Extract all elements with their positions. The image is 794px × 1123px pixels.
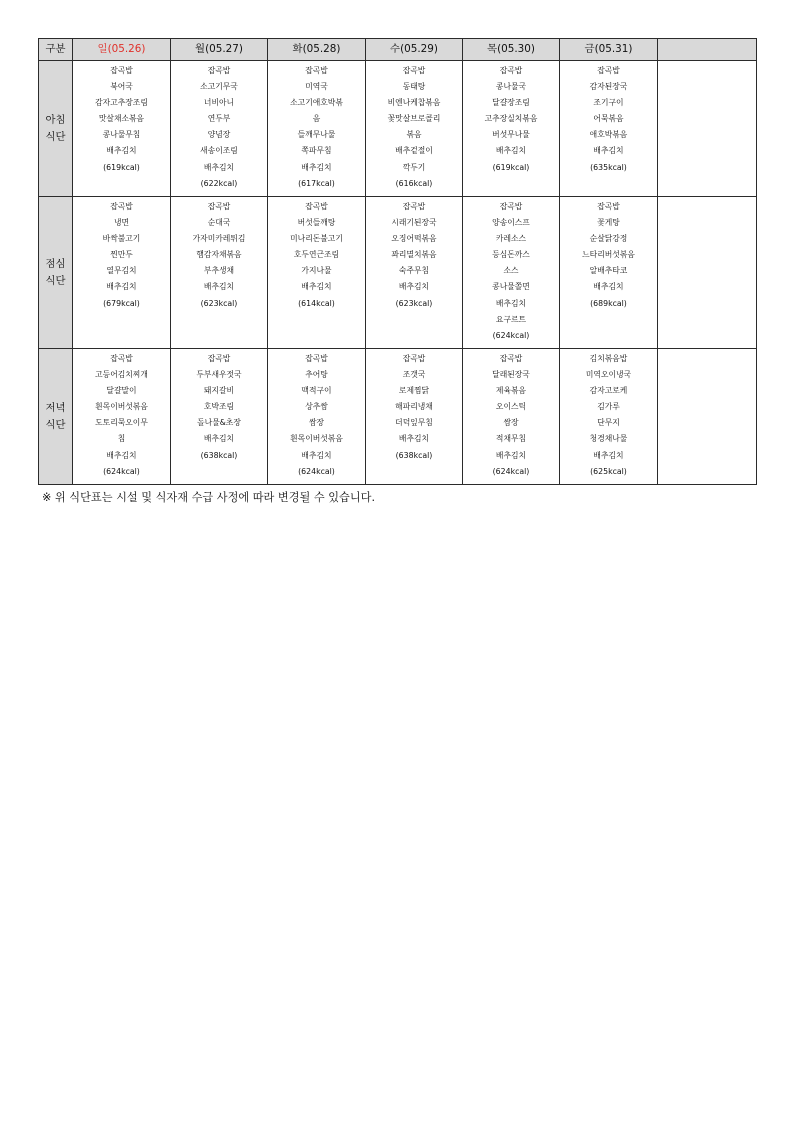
menu-item: 고등어김치찌개: [95, 370, 148, 380]
menu-item: 잡곡밥: [207, 202, 231, 211]
menu-item: 잡곡밥: [499, 202, 523, 211]
menu-cell-breakfast-tue: [268, 61, 366, 197]
menu-item: 열무김치: [106, 266, 137, 276]
menu-item: 콩나물국: [495, 82, 527, 92]
menu-item: 순대국: [207, 218, 231, 228]
menu-cell-dinner-wed: [366, 349, 463, 485]
meal-row-breakfast: [39, 61, 757, 197]
menu-item: 흰목이버섯볶음: [95, 402, 148, 412]
menu-item: 북어국: [110, 82, 133, 92]
menu-item: 양송이스프: [492, 218, 530, 228]
meal-label-text: 식단: [45, 130, 66, 143]
menu-item: 미나리돈불고기: [290, 234, 343, 244]
menu-item: 냉면: [113, 218, 130, 228]
menu-item: (624kcal): [103, 466, 140, 476]
menu-item: 배추김치: [203, 282, 235, 292]
menu-item: 배추김치: [398, 434, 430, 444]
menu-item: 배추김치: [301, 450, 332, 460]
menu-item: 볶음: [406, 130, 422, 140]
menu-cell-lunch-tue: [268, 197, 366, 349]
menu-item: 배추김치: [398, 282, 430, 292]
menu-cell-dinner-fri: [560, 349, 658, 485]
menu-cell-dinner-mon: [171, 349, 268, 485]
menu-item: 맛살채소볶음: [98, 114, 145, 124]
menu-item: 배추겉절이: [395, 146, 433, 156]
menu-item: 상추쌈: [305, 402, 328, 412]
menu-item: 오이스틱: [495, 402, 527, 412]
menu-cell-breakfast-wed: [366, 61, 463, 197]
menu-item: 달걀장조림: [492, 98, 530, 108]
menu-item: 애호박볶음: [589, 130, 628, 140]
menu-item: (624kcal): [492, 466, 530, 476]
menu-item: 비엔나케찹볶음: [387, 98, 441, 108]
meal-row-lunch: [39, 197, 757, 349]
day-header-wed: 수(05.29): [366, 39, 463, 61]
menu-item: 호박조림: [203, 402, 235, 412]
menu-item: 배추김치: [301, 282, 332, 292]
menu-item: 잡곡밥: [597, 66, 620, 75]
menu-item: 적채무침: [495, 434, 527, 444]
menu-item: (624kcal): [298, 466, 335, 476]
menu-item: 쌈장: [503, 418, 519, 428]
menu-item: 숙주무침: [398, 266, 430, 276]
day-header-mon: 월(05.27): [171, 39, 268, 61]
day-header-blank: [658, 39, 757, 61]
menu-item: 달래된장국: [492, 370, 530, 380]
menu-item: (635kcal): [590, 162, 627, 172]
menu-item: (689kcal): [590, 298, 627, 308]
menu-item: 고추장실치볶음: [484, 114, 538, 124]
day-header-sun: 일(05.26): [73, 39, 171, 61]
meal-label-breakfast: [39, 61, 73, 197]
menu-cell-breakfast-thu: [463, 61, 560, 197]
menu-item: (619kcal): [103, 162, 140, 172]
menu-item: 너비아니: [203, 98, 235, 108]
meal-label-lunch: [39, 197, 73, 349]
menu-item: 동태탕: [402, 82, 426, 92]
menu-item: 추어탕: [305, 370, 328, 380]
menu-item: 요구르트: [495, 314, 527, 324]
menu-item: 잡곡밥: [110, 66, 133, 75]
menu-cell-lunch-thu: [463, 197, 560, 349]
menu-item: 부추생채: [203, 266, 235, 276]
menu-item: 꽃맛살브로콜리: [387, 114, 441, 124]
menu-item: 조기구이: [593, 98, 624, 108]
menu-cell-breakfast-fri: [560, 61, 658, 197]
menu-item: 쪽파무침: [301, 146, 332, 156]
menu-item: 잡곡밥: [402, 202, 426, 211]
menu-item: 가지나물: [301, 266, 332, 276]
menu-item: 잡곡밥: [402, 354, 426, 363]
menu-item: 콩나물무침: [102, 130, 141, 140]
menu-item: 감자고추장조림: [95, 98, 148, 108]
menu-item: 미역오이냉국: [585, 370, 632, 380]
menu-item: 청경채나물: [589, 434, 628, 444]
menu-item: 배추김치: [106, 146, 137, 156]
menu-item: 배추김치: [593, 146, 624, 156]
menu-item: 김가루: [597, 402, 620, 412]
menu-item: 바싹불고기: [102, 234, 141, 244]
menu-item: 더덕잎무침: [395, 418, 433, 428]
menu-item: 찐만두: [110, 250, 133, 260]
menu-item: 흰목이버섯볶음: [290, 434, 343, 444]
menu-item: 조갯국: [402, 370, 426, 380]
menu-item: 카레소스: [495, 234, 527, 244]
menu-item: (624kcal): [492, 330, 530, 340]
menu-cell-dinner-thu: [463, 349, 560, 485]
menu-item: 소고기애호박볶: [290, 98, 343, 108]
menu-item: (622kcal): [200, 178, 238, 188]
header-row: [39, 39, 757, 61]
menu-item: 해파리냉채: [395, 402, 433, 412]
menu-item: 감자고로케: [589, 386, 628, 396]
menu-item: (638kcal): [395, 450, 433, 460]
meal-row-dinner: [39, 349, 757, 485]
menu-item: 두부새우젓국: [196, 370, 242, 380]
menu-cell-lunch-sun: [73, 197, 171, 349]
day-header-tue: 화(05.28): [268, 39, 366, 61]
menu-item: 등심돈까스: [492, 250, 530, 260]
menu-item: 쌈장: [308, 418, 325, 428]
menu-item: (679kcal): [103, 298, 140, 308]
menu-item: 깍두기: [402, 162, 426, 172]
menu-item: 미역국: [305, 82, 328, 92]
menu-item: 오징어떡볶음: [391, 234, 437, 244]
menu-item: 감자된장국: [589, 82, 628, 92]
menu-item: 버섯들깨탕: [297, 218, 336, 228]
menu-item: 잡곡밥: [305, 354, 328, 363]
menu-cell-breakfast-sun: [73, 61, 171, 197]
menu-item: 음: [312, 114, 321, 124]
menu-item: 잡곡밥: [305, 66, 328, 75]
meal-label-text: 식단: [45, 274, 66, 287]
menu-item: 양념장: [207, 130, 231, 140]
meal-label-dinner: [39, 349, 73, 485]
menu-item: 배추김치: [301, 162, 332, 172]
menu-item: 잡곡밥: [207, 66, 231, 75]
menu-item: 호두연근조림: [293, 250, 340, 260]
menu-item: (623kcal): [395, 298, 433, 308]
menu-item: 단무지: [597, 418, 620, 428]
menu-item: 소고기무국: [200, 82, 238, 92]
menu-item: 김치볶음밥: [589, 354, 628, 363]
menu-item: 배추김치: [495, 298, 527, 308]
menu-item: 들깨무나물: [297, 130, 336, 140]
menu-cell-lunch-blank: [658, 197, 757, 349]
menu-item: 소스: [503, 266, 519, 276]
menu-item: 햄감자채볶음: [196, 250, 242, 260]
menu-item: 맥적구이: [301, 386, 332, 396]
menu-item: 제육볶음: [495, 386, 527, 396]
menu-cell-dinner-tue: [268, 349, 366, 485]
menu-item: 잡곡밥: [499, 66, 523, 75]
menu-item: (638kcal): [200, 450, 238, 460]
menu-item: 잡곡밥: [110, 354, 133, 363]
menu-item: 느타리버섯볶음: [582, 250, 635, 260]
menu-item: (619kcal): [492, 162, 530, 172]
menu-item: 잡곡밥: [597, 202, 620, 211]
menu-item: 잡곡밥: [402, 66, 426, 75]
menu-item: 달걀말이: [106, 386, 137, 396]
day-header-fri: 금(05.31): [560, 39, 658, 61]
menu-item: 가자미카레튀김: [192, 234, 246, 244]
menu-item: (625kcal): [590, 466, 627, 476]
menu-item: 꽈리멸치볶음: [391, 250, 437, 260]
menu-cell-breakfast-mon: [171, 61, 268, 197]
menu-item: (623kcal): [200, 298, 238, 308]
menu-item: 어묵볶음: [593, 114, 624, 124]
menu-item: 배추김치: [593, 450, 624, 460]
menu-item: 버섯무나물: [492, 130, 530, 140]
menu-item: 연두부: [207, 114, 231, 124]
menu-item: (616kcal): [395, 178, 433, 188]
menu-item: 잡곡밥: [110, 202, 133, 211]
menu-item: 잡곡밥: [305, 202, 328, 211]
menu-item: 배추김치: [106, 450, 137, 460]
menu-cell-dinner-blank: [658, 349, 757, 485]
menu-item: 돌나물&초장: [197, 418, 241, 428]
menu-cell-lunch-mon: [171, 197, 268, 349]
meal-label-text: 아침: [45, 114, 66, 127]
footnote: ※ 위 식단표는 시설 및 식자재 수급 사정에 따라 변경될 수 있습니다.: [42, 491, 376, 504]
menu-item: 잡곡밥: [207, 354, 231, 363]
menu-item: 배추김치: [495, 450, 527, 460]
menu-item: 배추김치: [495, 146, 527, 156]
menu-item: 돼지갈비: [203, 386, 235, 396]
menu-item: 콩나물쫄면: [492, 282, 530, 292]
meal-label-text: 저녁: [45, 402, 66, 415]
menu-item: 침: [117, 434, 126, 444]
menu-item: 배추김치: [203, 434, 235, 444]
menu-item: 배추김치: [593, 282, 624, 292]
menu-cell-breakfast-blank: [658, 61, 757, 197]
menu-item: (617kcal): [298, 178, 335, 188]
menu-item: 로제찜닭: [398, 386, 430, 396]
menu-item: 꽃게탕: [597, 218, 620, 228]
meal-label-text: 식단: [45, 418, 66, 431]
menu-item: 순살닭강정: [589, 234, 628, 244]
meal-plan-table: [38, 38, 757, 485]
menu-item: 잡곡밥: [499, 354, 523, 363]
meal-label-text: 점심: [45, 258, 66, 271]
menu-cell-dinner-sun: [73, 349, 171, 485]
menu-item: 배추김치: [203, 162, 235, 172]
menu-item: 도토리묵오이무: [95, 418, 148, 428]
menu-item: 알배추타코: [589, 266, 628, 276]
menu-item: 배추김치: [106, 282, 137, 292]
menu-item: (614kcal): [298, 298, 335, 308]
menu-cell-lunch-wed: [366, 197, 463, 349]
corner-header: 구분: [39, 39, 73, 61]
menu-cell-lunch-fri: [560, 197, 658, 349]
menu-item: 시래기된장국: [391, 218, 437, 228]
day-header-thu: 목(05.30): [463, 39, 560, 61]
menu-item: 새송이조림: [200, 146, 238, 156]
